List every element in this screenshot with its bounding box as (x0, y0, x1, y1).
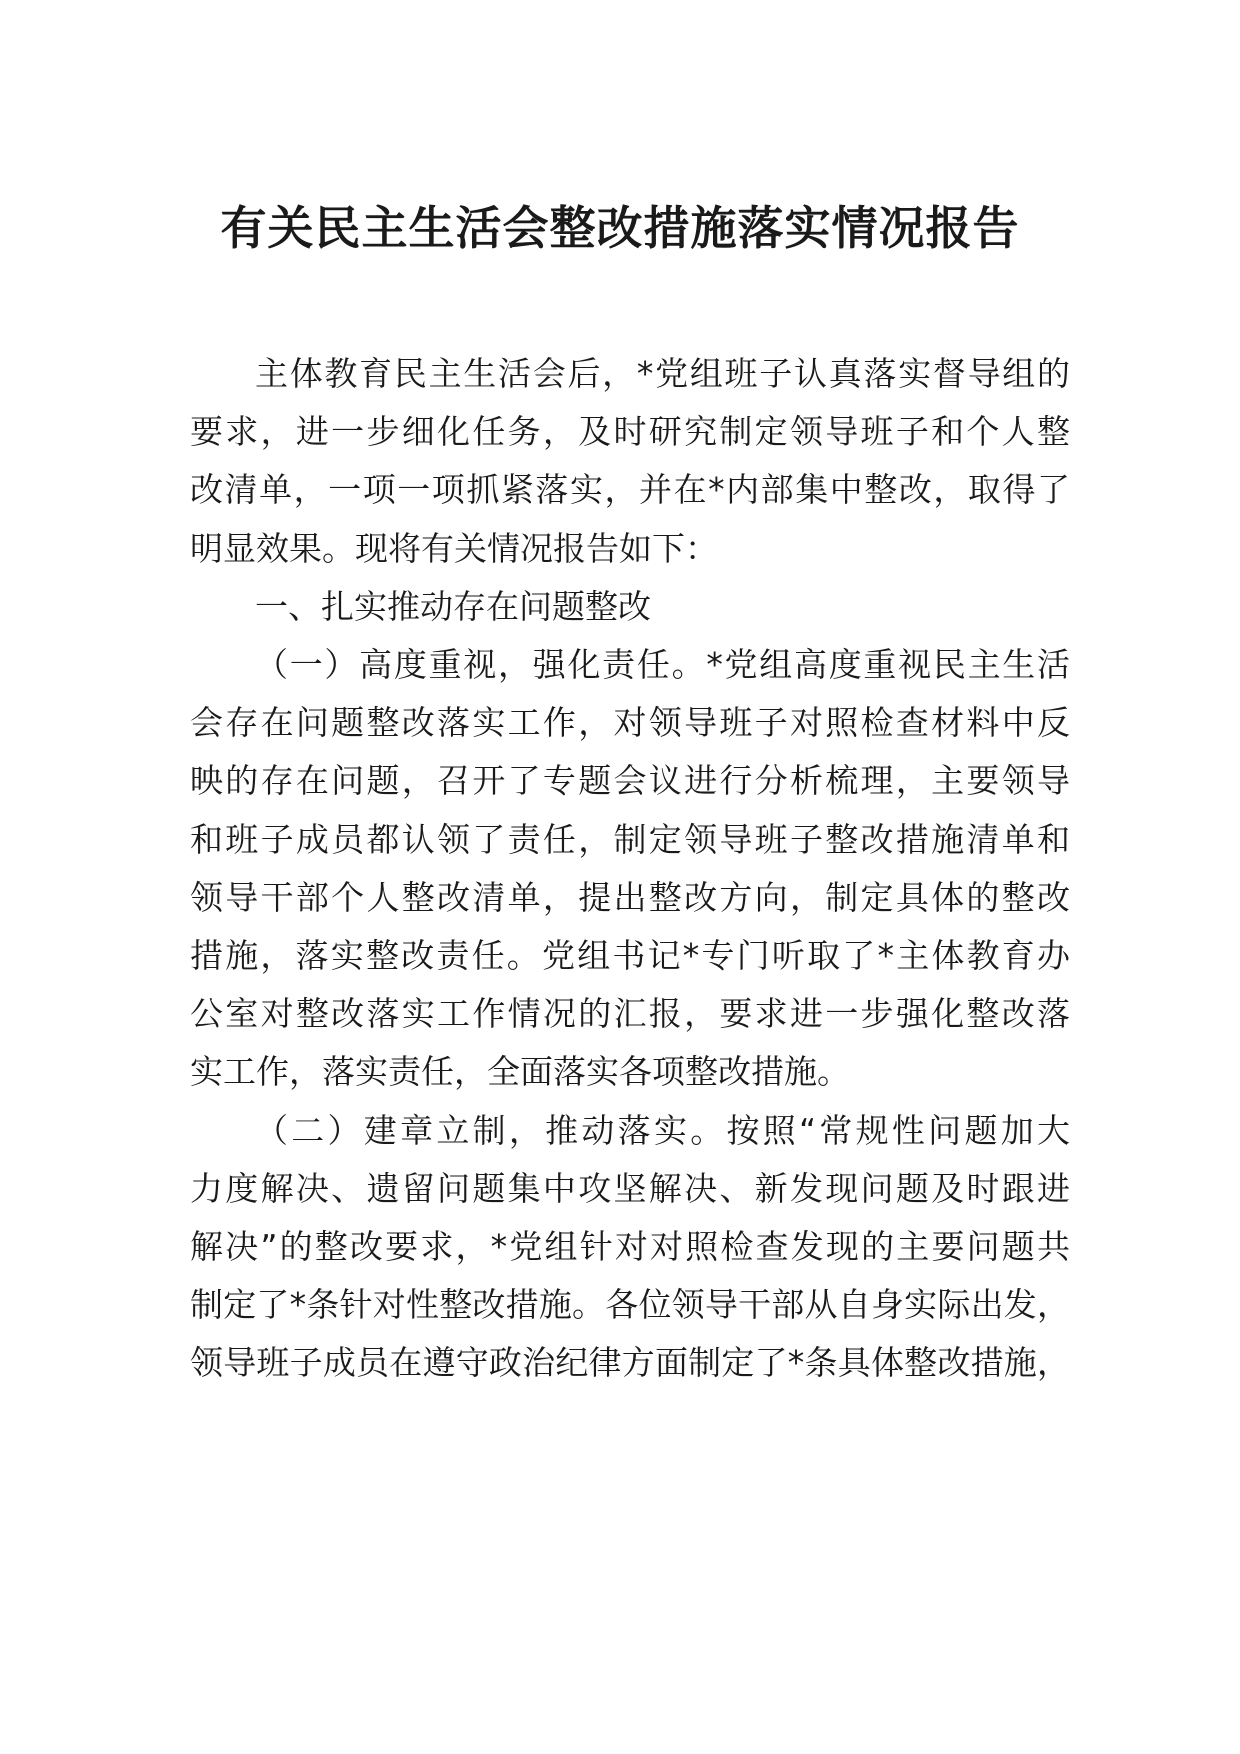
body-line: 要求，进一步细化任务，及时研究制定领导班子和个人整 (190, 412, 1070, 452)
body-line: 和班子成员都认领了责任，制定领导班子整改措施清单和 (190, 819, 1070, 859)
body-line: 领导干部个人整改清单，提出整改方向，制定具体的整改 (190, 877, 1070, 917)
document-title: 有关民主生活会整改措施落实情况报告 (220, 201, 1020, 255)
body-line: 明显效果。现将有关情况报告如下： (190, 528, 718, 568)
body-line: 主体教育民主生活会后，*党组班子认真落实督导组的 (255, 354, 1070, 393)
body-line: 映的存在问题，召开了专题会议进行分析梳理，主要领导 (190, 761, 1070, 801)
body-line: 解决”的整改要求，*党组针对对照检查发现的主要问题共 (190, 1227, 1070, 1266)
body-line: 改清单，一项一项抓紧落实，并在*内部集中整改，取得了 (190, 470, 1070, 510)
body-line: 力度解决、遗留问题集中攻坚解决、新发现问题及时跟进 (190, 1168, 1070, 1208)
body-line: （一）高度重视，强化责任。*党组高度重视民主生活 (255, 645, 1070, 684)
body-line: 会存在问题整改落实工作，对领导班子对照检查材料中反 (190, 703, 1070, 743)
body-line: 实工作，落实责任，全面落实各项整改措施。 (190, 1052, 850, 1092)
body-line: 一、扎实推动存在问题整改 (255, 586, 651, 626)
body-line: 制定了*条针对性整改措施。各位领导干部从自身实际出发， (190, 1285, 1070, 1325)
body-line: 措施，落实整改责任。党组书记*专门听取了*主体教育办 (190, 936, 1070, 975)
body-line: 公室对整改落实工作情况的汇报，要求进一步强化整改落 (190, 994, 1070, 1034)
body-line: 领导班子成员在遵守政治纪律方面制定了*条具体整改措施， (190, 1343, 1070, 1383)
body-line: （二）建章立制，推动落实。按照“常规性问题加大 (255, 1110, 1070, 1150)
